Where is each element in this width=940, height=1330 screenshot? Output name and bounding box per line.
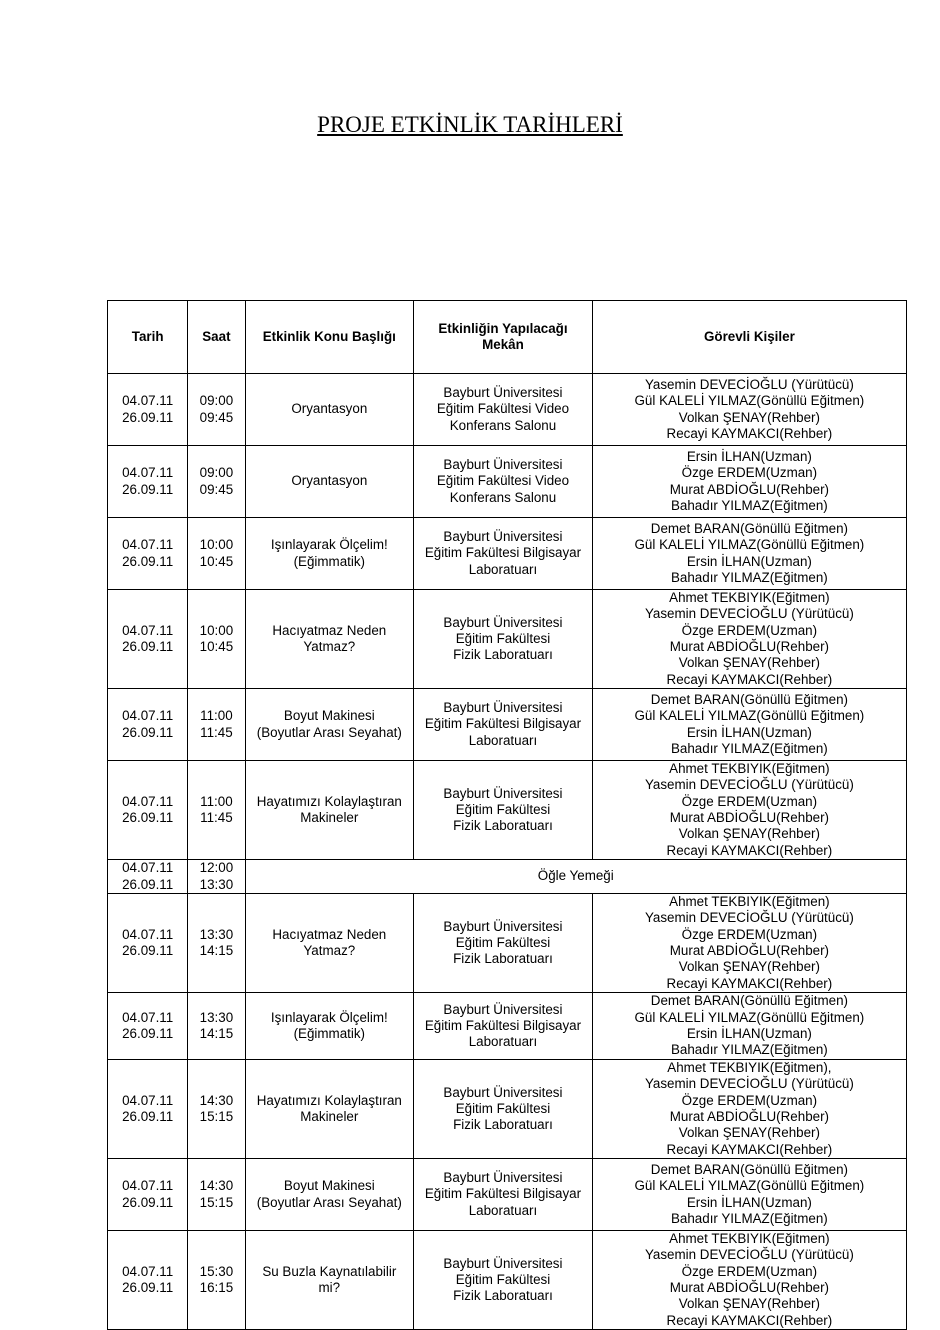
cell-staff: Ahmet TEKBIYIK(Eğitmen) Yasemin DEVECİOĞLU (Yürütücü) Özge ERDEM(Uzman) Murat ABDİOĞLU(Rehber) Volkan ŞENAY(Rehber) Recayi KAYMAKCI(Rehber) (592, 761, 906, 860)
table-row (108, 1060, 907, 1159)
cell-date: 04.07.11 26.09.11 (108, 993, 188, 1060)
cell-time: 13:30 14:15 (188, 894, 245, 993)
header-venue: Etkinliğin Yapılacağı Mekân (414, 301, 593, 374)
cell-time: 09:00 09:45 (188, 374, 245, 446)
cell-date: 04.07.11 26.09.11 (108, 860, 188, 894)
cell-staff: Ahmet TEKBIYIK(Eğitmen) Yasemin DEVECİOĞLU (Yürütücü) Özge ERDEM(Uzman) Murat ABDİOĞLU(Rehber) Volkan ŞENAY(Rehber) Recayi KAYMAKCI(Rehber) (592, 590, 906, 689)
table-row (108, 374, 907, 446)
table-row (108, 1159, 907, 1231)
cell-staff: Demet BARAN(Gönüllü Eğitmen) Gül KALELİ YILMAZ(Gönüllü Eğitmen) Ersin İLHAN(Uzman) Bahadır YILMAZ(Eğitmen) (592, 1159, 906, 1231)
cell-topic: Boyut Makinesi (Boyutlar Arası Seyahat) (245, 1159, 414, 1231)
cell-date: 04.07.11 26.09.11 (108, 1159, 188, 1231)
cell-time: 14:30 15:15 (188, 1159, 245, 1231)
cell-time: 11:00 11:45 (188, 689, 245, 761)
cell-staff: Demet BARAN(Gönüllü Eğitmen) Gül KALELİ YILMAZ(Gönüllü Eğitmen) Ersin İLHAN(Uzman) Bahadır YILMAZ(Eğitmen) (592, 518, 906, 590)
cell-venue: Bayburt Üniversitesi Eğitim Fakültesi Fizik Laboratuarı (414, 1231, 593, 1330)
cell-venue: Bayburt Üniversitesi Eğitim Fakültesi Bilgisayar Laboratuarı (414, 689, 593, 761)
cell-venue: Bayburt Üniversitesi Eğitim Fakültesi Video Konferans Salonu (414, 374, 593, 446)
table-row (108, 446, 907, 518)
cell-staff: Ahmet TEKBIYIK(Eğitmen) Yasemin DEVECİOĞLU (Yürütücü) Özge ERDEM(Uzman) Murat ABDİOĞLU(Rehber) Volkan ŞENAY(Rehber) Recayi KAYMAKCI(Rehber) (592, 1231, 906, 1330)
cell-time: 11:00 11:45 (188, 761, 245, 860)
cell-date: 04.07.11 26.09.11 (108, 446, 188, 518)
header-date: Tarih (108, 301, 188, 374)
lunch-row (108, 860, 907, 894)
cell-date: 04.07.11 26.09.11 (108, 689, 188, 761)
cell-topic: Hacıyatmaz Neden Yatmaz? (245, 894, 414, 993)
table-row (108, 1231, 907, 1330)
table-header-row (108, 301, 907, 374)
cell-time: 13:30 14:15 (188, 993, 245, 1060)
table-row (108, 894, 907, 993)
cell-venue: Bayburt Üniversitesi Eğitim Fakültesi Bilgisayar Laboratuarı (414, 993, 593, 1060)
cell-time: 12:00 13:30 (188, 860, 245, 894)
cell-venue: Bayburt Üniversitesi Eğitim Fakültesi Bilgisayar Laboratuarı (414, 518, 593, 590)
table-row (108, 993, 907, 1060)
cell-venue: Bayburt Üniversitesi Eğitim Fakültesi Bilgisayar Laboratuarı (414, 1159, 593, 1231)
cell-date: 04.07.11 26.09.11 (108, 374, 188, 446)
cell-venue: Bayburt Üniversitesi Eğitim Fakültesi Video Konferans Salonu (414, 446, 593, 518)
table-row (108, 590, 907, 689)
cell-venue: Bayburt Üniversitesi Eğitim Fakültesi Fizik Laboratuarı (414, 1060, 593, 1159)
page-title: PROJE ETKİNLİK TARİHLERİ (317, 112, 623, 137)
cell-staff: Demet BARAN(Gönüllü Eğitmen) Gül KALELİ YILMAZ(Gönüllü Eğitmen) Ersin İLHAN(Uzman) Bahadır YILMAZ(Eğitmen) (592, 993, 906, 1060)
cell-topic: Hayatımızı Kolaylaştıran Makineler (245, 1060, 414, 1159)
cell-date: 04.07.11 26.09.11 (108, 761, 188, 860)
cell-staff: Ersin İLHAN(Uzman) Özge ERDEM(Uzman) Murat ABDİOĞLU(Rehber) Bahadır YILMAZ(Eğitmen) (592, 446, 906, 518)
cell-staff: Ahmet TEKBIYIK(Eğitmen), Yasemin DEVECİOĞLU (Yürütücü) Özge ERDEM(Uzman) Murat ABDİOĞLU(Rehber) Volkan ŞENAY(Rehber) Recayi KAYMAKCI(Rehber) (592, 1060, 906, 1159)
table-row (108, 761, 907, 860)
cell-topic: Oryantasyon (245, 374, 414, 446)
cell-date: 04.07.11 26.09.11 (108, 1231, 188, 1330)
cell-date: 04.07.11 26.09.11 (108, 590, 188, 689)
cell-time: 10:00 10:45 (188, 590, 245, 689)
schedule-table (107, 300, 907, 1330)
cell-date: 04.07.11 26.09.11 (108, 518, 188, 590)
cell-topic: Öğle Yemeği (245, 860, 907, 894)
header-time: Saat (188, 301, 245, 374)
cell-time: 15:30 16:15 (188, 1231, 245, 1330)
cell-venue: Bayburt Üniversitesi Eğitim Fakültesi Fizik Laboratuarı (414, 894, 593, 993)
cell-time: 14:30 15:15 (188, 1060, 245, 1159)
cell-staff: Ahmet TEKBIYIK(Eğitmen) Yasemin DEVECİOĞLU (Yürütücü) Özge ERDEM(Uzman) Murat ABDİOĞLU(Rehber) Volkan ŞENAY(Rehber) Recayi KAYMAKCI(Rehber) (592, 894, 906, 993)
cell-date: 04.07.11 26.09.11 (108, 1060, 188, 1159)
cell-topic: Işınlayarak Ölçelim! (Eğimmatik) (245, 518, 414, 590)
cell-staff: Yasemin DEVECİOĞLU (Yürütücü) Gül KALELİ YILMAZ(Gönüllü Eğitmen) Volkan ŞENAY(Rehber) Recayi KAYMAKCI(Rehber) (592, 374, 906, 446)
cell-topic: Su Buzla Kaynatılabilir mi? (245, 1231, 414, 1330)
cell-venue: Bayburt Üniversitesi Eğitim Fakültesi Fizik Laboratuarı (414, 590, 593, 689)
cell-topic: Işınlayarak Ölçelim! (Eğimmatik) (245, 993, 414, 1060)
cell-venue: Bayburt Üniversitesi Eğitim Fakültesi Fizik Laboratuarı (414, 761, 593, 860)
cell-time: 09:00 09:45 (188, 446, 245, 518)
cell-topic: Boyut Makinesi (Boyutlar Arası Seyahat) (245, 689, 414, 761)
cell-topic: Hacıyatmaz Neden Yatmaz? (245, 590, 414, 689)
table-row (108, 689, 907, 761)
cell-date: 04.07.11 26.09.11 (108, 894, 188, 993)
cell-topic: Hayatımızı Kolaylaştıran Makineler (245, 761, 414, 860)
table-body (108, 374, 907, 1330)
cell-topic: Oryantasyon (245, 446, 414, 518)
cell-time: 10:00 10:45 (188, 518, 245, 590)
cell-staff: Demet BARAN(Gönüllü Eğitmen) Gül KALELİ YILMAZ(Gönüllü Eğitmen) Ersin İLHAN(Uzman) Bahadır YILMAZ(Eğitmen) (592, 689, 906, 761)
header-topic: Etkinlik Konu Başlığı (245, 301, 414, 374)
table-row (108, 518, 907, 590)
header-staff: Görevli Kişiler (592, 301, 906, 374)
